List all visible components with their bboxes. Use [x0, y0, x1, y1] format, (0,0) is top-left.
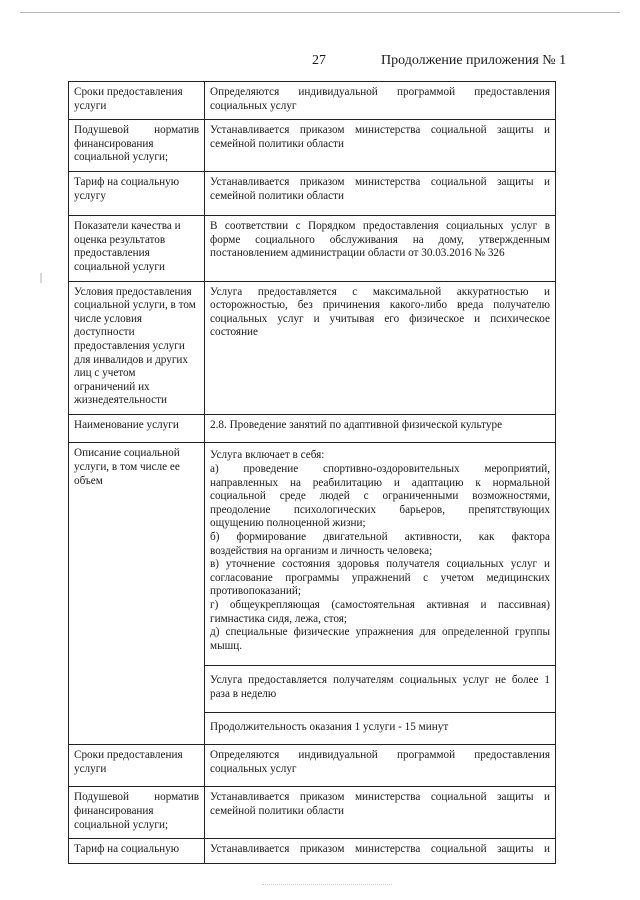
row-content-cell	[205, 745, 556, 787]
row-content-line: гимнастика сидя, лежа, стоя;	[210, 612, 348, 625]
row-content-line: В соответствии с Порядком предоставления социальных услуг в	[210, 220, 550, 233]
row-content-line: д) специальные физические упражнения для определенной группы	[210, 626, 550, 639]
row-label-cell	[69, 171, 205, 215]
row-label-line: жизнедеятельности	[74, 394, 167, 407]
row-label-line: объем	[74, 474, 103, 487]
row-content-line: ощущению полноценной жизни;	[210, 517, 366, 530]
row-label-cell	[69, 787, 205, 839]
row-content-line: Устанавливается приказом министерства социальной защиты и	[210, 175, 550, 188]
table-row	[69, 414, 556, 443]
table-row	[69, 443, 556, 666]
row-content-cell	[205, 443, 556, 666]
row-content-line: состояние	[210, 326, 259, 339]
continuation-header: Продолжение приложения № 1	[381, 53, 567, 68]
table-row	[69, 82, 556, 120]
row-label-line: доступности	[74, 326, 135, 339]
row-label-line: услуги	[74, 99, 107, 112]
row-label-cell	[69, 443, 205, 745]
table-row	[69, 745, 556, 787]
row-content-line: постановлением администрации области от 30.03.2016 № 326	[210, 247, 505, 260]
row-content-line: Определяются индивидуальной программой предоставления	[210, 749, 550, 762]
row-content-line: Услуга включает в себя:	[210, 449, 325, 462]
row-label-line: социальной услуги;	[74, 151, 169, 164]
row-content-line: семейной политики области	[210, 804, 344, 817]
bottom-scan-artifact	[262, 884, 392, 885]
page-number: 27	[312, 53, 326, 68]
row-content-cell	[205, 712, 556, 745]
row-content-line: Услуга предоставляется с максимальной аккуратностью и	[210, 285, 550, 298]
row-content-line: Устанавливается приказом министерства социальной защиты и	[210, 124, 550, 137]
row-label-cell	[69, 281, 205, 414]
row-content-line: преодоление психологических барьеров, препятствующих	[210, 503, 550, 516]
row-content-line: Устанавливается приказом министерства социальной защиты и	[210, 791, 550, 804]
row-label-line: социальной услуги, в том	[74, 299, 196, 312]
row-content-cell	[205, 666, 556, 712]
row-content-cell	[205, 120, 556, 172]
row-content-line: форме социального обслуживания на дому, утвержденным	[210, 233, 550, 246]
table-row	[69, 171, 556, 215]
row-content-line: воздействия на организм и личность человека;	[210, 544, 433, 557]
row-label-line: услугу	[74, 189, 106, 202]
row-content-line: Продолжительность оказания 1 услуги - 15 минут	[210, 720, 449, 733]
row-content-line: а) проведение спортивно-оздоровительных мероприятий,	[210, 463, 550, 476]
service-table	[68, 81, 556, 864]
row-label-line: Сроки предоставления	[74, 749, 183, 762]
row-label-line: числе условия	[74, 312, 143, 325]
row-label-line: Подушевой норматив	[74, 791, 199, 804]
row-label-line: ограничений их	[74, 380, 150, 393]
row-content-line: противопоказаний;	[210, 585, 301, 598]
row-content-line: осторожностью, без причинения какого-либо вреда получателю	[210, 299, 550, 312]
row-label-line: финансирования	[74, 804, 154, 817]
row-content-line: раза в неделю	[210, 687, 277, 700]
row-content-line: социальных услуг	[210, 762, 297, 775]
row-label-cell	[69, 414, 205, 443]
row-label-line: Сроки предоставления	[74, 86, 183, 98]
row-label-cell	[69, 120, 205, 172]
row-content-line: Устанавливается приказом министерства социальной защиты и	[210, 843, 550, 856]
row-label-line: социальной услуги	[74, 260, 165, 273]
row-label-line: финансирования	[74, 137, 154, 150]
row-label-line: Подушевой норматив	[74, 124, 199, 137]
row-content-cell	[205, 171, 556, 215]
top-rule	[20, 12, 620, 13]
row-content-line: 2.8. Проведение занятий по адаптивной физической культуре	[210, 418, 503, 431]
row-label-line: Наименование услуги	[74, 418, 179, 431]
row-label-line: оценка результатов	[74, 233, 166, 246]
row-label-line: Показатели качества и	[74, 220, 181, 233]
row-label-cell	[69, 839, 205, 864]
table-row	[69, 839, 556, 864]
row-content-line: согласование программы упражнений с учетом медицинских	[210, 571, 550, 584]
row-label-line: услуги, в том числе ее	[74, 461, 180, 474]
row-content-line: направленных на реабилитацию и адаптацию к нормальной	[210, 476, 550, 489]
table-row	[69, 281, 556, 414]
table-row	[69, 216, 556, 281]
row-content-line: социальных услуг	[210, 99, 297, 112]
row-label-cell	[69, 82, 205, 120]
row-label-line: Описание социальной	[74, 447, 180, 460]
row-content-line: б) формирование двигательной активности, как фактора	[210, 531, 550, 544]
row-label-line: услуги	[74, 762, 107, 775]
scan-mark	[40, 273, 42, 283]
row-content-cell	[205, 281, 556, 414]
row-content-line: Определяются индивидуальной программой предоставления	[210, 86, 550, 98]
row-label-line: Тариф на социальную	[74, 175, 180, 188]
row-content-line: Услуга предоставляется получателям социальных услуг не более 1	[210, 674, 550, 687]
row-label-cell	[69, 216, 205, 281]
row-content-line: семейной политики области	[210, 189, 344, 202]
row-label-line: для инвалидов и других	[74, 353, 189, 366]
table-row	[69, 120, 556, 172]
row-content-line: семейной политики области	[210, 137, 344, 150]
row-content-cell	[205, 839, 556, 864]
row-content-cell	[205, 414, 556, 443]
row-label-line: социальной услуги;	[74, 818, 169, 831]
row-content-line: социальной среде людей с ограниченными возможностями,	[210, 490, 550, 503]
row-content-line: мышц.	[210, 639, 242, 652]
row-label-line: Условия предоставления	[74, 285, 192, 298]
row-label-line: лиц с учетом	[74, 367, 136, 380]
table-row	[69, 787, 556, 839]
row-content-line: г) общеукрепляющая (самостоятельная активная и пассивная)	[210, 599, 550, 611]
row-label-cell	[69, 745, 205, 787]
row-label-line: предоставления	[74, 247, 150, 260]
row-label-line: Тариф на социальную	[74, 843, 180, 856]
row-content-cell	[205, 787, 556, 839]
row-content-line: в) уточнение состояния здоровья получателя социальных услуг и	[210, 558, 550, 571]
row-content-cell	[205, 82, 556, 120]
row-content-line: социальных услуг и учитывая его физическое и психическое	[210, 312, 550, 325]
service-table-body	[69, 82, 556, 864]
row-label-line: предоставления услуги	[74, 339, 185, 352]
row-content-cell	[205, 216, 556, 281]
